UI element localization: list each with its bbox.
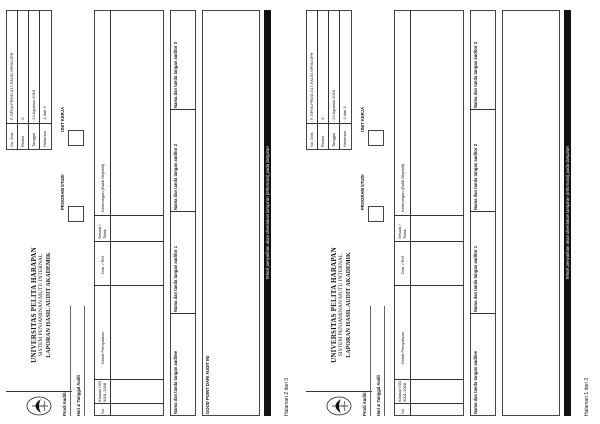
sig-auditor-1: Nama dan tanda tangan auditor 1 [473,245,478,312]
program-studi-checkbox[interactable] [368,206,384,222]
col-sesuai: Sesuai / Tidak [397,224,407,239]
revisi-label: Revisi [320,136,325,147]
university-logo-icon [326,396,352,416]
footer-note: Teknik penyalinan akan disertakan lampiran (Informasi) pada lampiran [265,146,270,280]
hari-tanggal-label: Hari & Tanggal Audit [376,375,381,416]
page-number: Halaman 2 dari 3 [284,377,290,416]
halaman-value: : 1 dari 3 [42,106,47,122]
sig-auditee: Nama dan tanda tangan auditee [473,350,478,414]
unit-kerja-checkbox[interactable] [68,130,84,146]
system-name: SISTEM PENJAMINAN MUTU INTERNAL [338,253,344,357]
revisi-value: : 0 [20,117,25,122]
halaman-label: Halaman [342,130,347,147]
good-point-label: GOOD POINT DARI AUDIT INI [205,355,210,414]
tanggal-label: Tanggal [331,132,336,147]
system-name: SISTEM PENJAMINAN MUTU INTERNAL [38,253,44,357]
university-name: UNIVERSITAS PELITA HARAPAN [330,247,338,363]
page-number: Halaman 1 dari 3 [584,377,590,416]
prodi-auditi-label: Prodi Auditi [362,392,367,416]
col-detail: Detail Pernyataan [400,332,405,364]
unit-kerja-label: UNIT KERJA [360,106,365,132]
sig-auditor-3: Nama dan tanda tangan auditor 3 [173,41,178,108]
hari-tanggal-label: Hari & Tanggal Audit [76,375,81,416]
revisi-value: : 0 [320,117,325,122]
no-dok-label: No. Dok [9,132,14,147]
col-keterangan: Keterangan (Bukti Objektif) [400,163,405,212]
tanggal-label: Tanggal [31,132,36,147]
university-name: UNIVERSITAS PELITA HARAPAN [30,247,38,363]
tanggal-value: : 22 Agustus 2016 [331,89,336,122]
col-klausul: Klausul ISO 9001-2008 [97,380,107,402]
university-logo-icon [26,396,52,416]
report-title: LAPORAN HASIL AUDIT AKADEMIK [46,252,52,358]
program-studi-checkbox[interactable] [68,206,84,222]
tanggal-value: : 22 Agustus 2016 [31,89,36,122]
sig-auditor-3: Nama dan tanda tangan auditor 3 [473,41,478,108]
sheet-content [300,0,600,424]
no-dok-value: : F-SPMI-PROD-017-FAUD-SPMI-UPH [309,52,314,122]
report-title: LAPORAN HASIL AUDIT AKADEMIK [346,252,352,358]
col-keterangan: Keterangan (Bukti Objektif) [100,163,105,212]
col-dok-ref: Dok. / Ref [400,256,405,274]
footer-note: Teknik penyalinan akan disertakan lampiran (Informasi) pada lampiran [565,146,570,280]
no-dok-label: No. Dok [309,132,314,147]
sig-auditor-1: Nama dan tanda tangan auditor 1 [173,245,178,312]
halaman-value: : 1 dari 3 [342,106,347,122]
program-studi-label: PROGRAM STUDI [60,174,65,210]
col-klausul: Klausul ISO 9001-2008 [397,380,407,402]
col-detail: Detail Pernyataan [100,332,105,364]
unit-kerja-label: UNIT KERJA [60,106,65,132]
prodi-auditi-label: Prodi Auditi [62,392,67,416]
notes-box [502,10,560,416]
sig-auditor-2: Nama dan tanda tangan auditor 2 [473,143,478,210]
unit-kerja-checkbox[interactable] [368,130,384,146]
sig-auditee: Nama dan tanda tangan auditee [173,350,178,414]
good-point-box [202,10,260,416]
col-no: No [400,408,405,414]
halaman-label: Halaman [42,130,47,147]
col-sesuai: Sesuai / Tidak [97,224,107,239]
revisi-label: Revisi [20,136,25,147]
no-dok-value: : F-SPMI-PROD-017-FAUD-SPMI-UPH [9,52,14,122]
sig-auditor-2: Nama dan tanda tangan auditor 2 [173,143,178,210]
document-sheet-right [300,0,600,424]
col-no: No [100,408,105,414]
col-dok-ref: Dok. / Ref [100,256,105,274]
program-studi-label: PROGRAM STUDI [360,174,365,210]
